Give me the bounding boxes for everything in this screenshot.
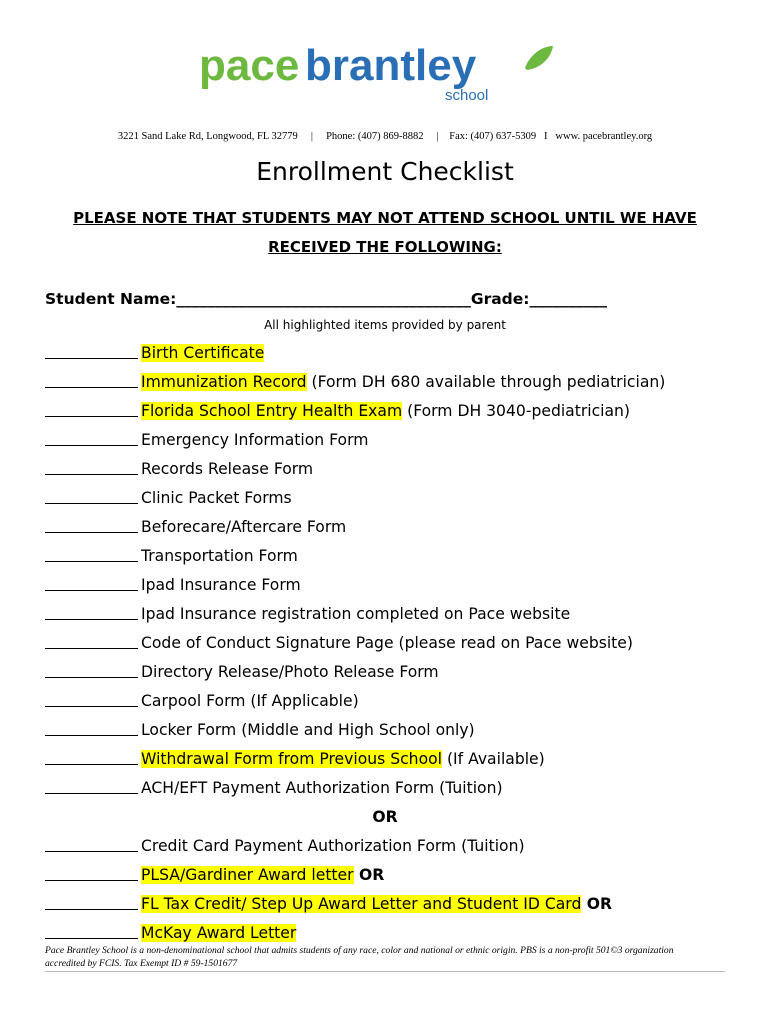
phone-text: Phone: (407) 869-8882 (326, 131, 424, 142)
grade-label: Grade: (470, 290, 530, 308)
item-text: Ipad Insurance registration completed on Pace website (141, 605, 571, 623)
checkbox-blank-line[interactable] (45, 890, 138, 910)
item-text: Transportation Form (141, 547, 298, 565)
separator: I (544, 131, 548, 142)
checkbox-blank-line[interactable] (45, 339, 138, 359)
checkbox-blank-line[interactable] (45, 484, 138, 504)
or-separator: OR (372, 808, 398, 826)
notice (60, 204, 710, 262)
highlighted-item-text: FL Tax Credit/ Step Up Award Letter and Student ID Card (141, 895, 582, 913)
checkbox-blank-line[interactable] (45, 774, 138, 794)
address-text: 3221 Sand Lake Rd, Longwood, FL 32779 (117, 131, 298, 142)
highlighted-item-text: McKay Award Letter (141, 924, 297, 942)
checklist-item (45, 658, 725, 687)
item-text: (If Available) (441, 750, 545, 768)
checklist (45, 339, 725, 948)
checkbox-blank-line[interactable] (45, 368, 138, 388)
school-logo (0, 40, 770, 104)
highlighted-item-text: Florida School Entry Health Exam (141, 402, 403, 420)
item-text: Clinic Packet Forms (141, 489, 292, 507)
checklist-item (45, 513, 725, 542)
checklist-item (45, 919, 725, 948)
item-text: Emergency Information Form (141, 431, 369, 449)
item-text: Directory Release/Photo Release Form (141, 663, 439, 681)
checkbox-blank-line[interactable] (45, 687, 138, 707)
item-text: Locker Form (Middle and High School only) (141, 721, 475, 739)
checkbox-blank-line[interactable] (45, 542, 138, 562)
checklist-item (45, 687, 725, 716)
highlighted-item-text: PLSA/Gardiner Award letter (141, 866, 354, 884)
checkbox-blank-line[interactable] (45, 716, 138, 736)
logo-pace-text: pace (199, 41, 300, 90)
checklist-item (45, 455, 725, 484)
item-text: ACH/EFT Payment Authorization Form (Tuition) (141, 779, 503, 797)
checklist-item (45, 600, 725, 629)
notice-line-1: PLEASE NOTE THAT STUDENTS MAY NOT ATTEND SCHOOL UNTIL WE HAVE (73, 209, 697, 227)
separator: | (436, 131, 439, 142)
checkbox-blank-line[interactable] (45, 571, 138, 591)
item-text: Ipad Insurance Form (141, 576, 301, 594)
logo-brantley-text: brantley (305, 41, 477, 90)
item-text: (Form DH 680 available through pediatrician) (306, 373, 666, 391)
checklist-item (45, 484, 725, 513)
website-text: www. pacebrantley.org (555, 131, 653, 142)
notice-line-2: RECEIVED THE FOLLOWING: (268, 238, 502, 256)
checkbox-blank-line[interactable] (45, 426, 138, 446)
checkbox-blank-line[interactable] (45, 745, 138, 765)
checklist-item (45, 832, 725, 861)
checklist-item (45, 339, 725, 368)
item-text: Carpool Form (If Applicable) (141, 692, 359, 710)
checklist-item (45, 397, 725, 426)
footer-note (45, 945, 725, 972)
checkbox-blank-line[interactable] (45, 629, 138, 649)
checkbox-blank-line[interactable] (45, 658, 138, 678)
footer-line-1: Pace Brantley School is a non-denominational school that admits students of any race, color and national or ethnic origin. PBS is a non-profit 501©3 organization (45, 945, 674, 956)
student-name-field[interactable]: ______________________________________ (176, 290, 471, 308)
checklist-item (45, 629, 725, 658)
checklist-item (45, 368, 725, 397)
item-text: Records Release Form (141, 460, 314, 478)
checklist-item (45, 426, 725, 455)
checkbox-blank-line[interactable] (45, 397, 138, 417)
student-info-line (45, 290, 607, 308)
checklist-item (45, 745, 725, 774)
item-text: Beforecare/Aftercare Form (141, 518, 347, 536)
or-text: OR (581, 895, 613, 913)
checkbox-blank-line[interactable] (45, 832, 138, 852)
contact-line (0, 131, 770, 142)
checklist-item (45, 774, 725, 803)
checkbox-blank-line[interactable] (45, 513, 138, 533)
or-text: OR (353, 866, 385, 884)
highlighted-item-text: Immunization Record (141, 373, 307, 391)
checkbox-blank-line[interactable] (45, 600, 138, 620)
student-name-label: Student Name: (45, 290, 177, 308)
checklist-item (45, 571, 725, 600)
page-title: Enrollment Checklist (256, 157, 514, 186)
grade-field[interactable]: __________ (529, 290, 607, 308)
checklist-item (45, 861, 725, 890)
checklist-item (45, 542, 725, 571)
item-text: Credit Card Payment Authorization Form (Tuition) (141, 837, 525, 855)
highlight-hint: All highlighted items provided by parent (264, 318, 506, 332)
checkbox-blank-line[interactable] (45, 919, 138, 939)
fax-text: Fax: (407) 637-5309 (449, 131, 537, 142)
item-text: (Form DH 3040-pediatrician) (402, 402, 631, 420)
logo-school-text: school (445, 87, 489, 104)
leaf-icon (525, 46, 553, 70)
checklist-item (45, 890, 725, 919)
footer-line-2: accredited by FCIS. Tax Exempt ID # 59-1501677 (45, 957, 238, 969)
checkbox-blank-line[interactable] (45, 455, 138, 475)
checkbox-blank-line[interactable] (45, 861, 138, 881)
checklist-item (45, 716, 725, 745)
item-text: Code of Conduct Signature Page (please read on Pace website) (141, 634, 633, 652)
separator: | (310, 131, 313, 142)
highlighted-item-text: Birth Certificate (141, 344, 265, 362)
highlighted-item-text: Withdrawal Form from Previous School (141, 750, 442, 768)
